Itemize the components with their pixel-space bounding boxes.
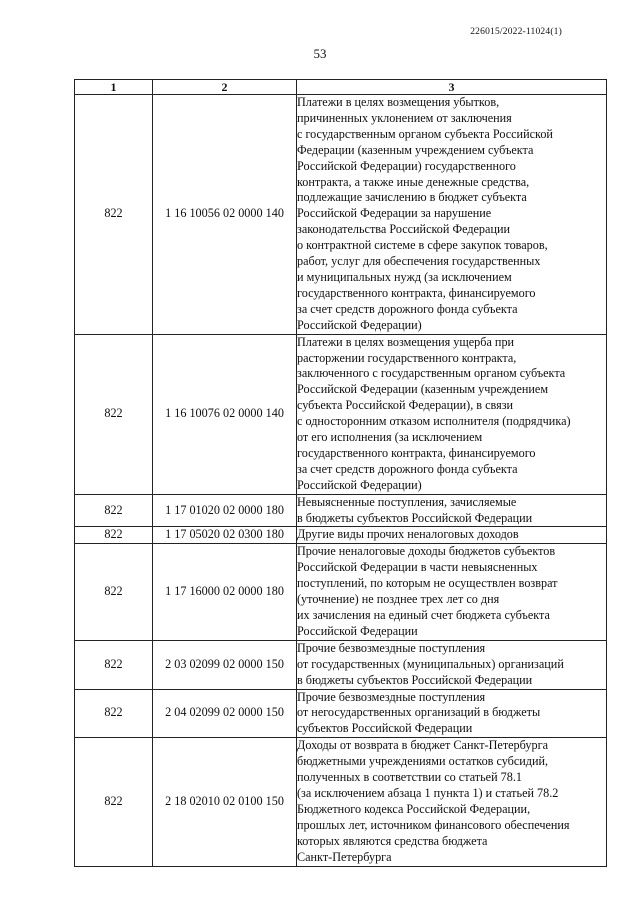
revenue-description-cell bbox=[297, 527, 607, 544]
description-line: от государственных (муниципальных) организаций bbox=[297, 656, 564, 671]
revenue-description-cell bbox=[297, 544, 607, 640]
revenue-codes-table bbox=[74, 79, 607, 867]
description-line: Российской Федерации) bbox=[297, 477, 422, 492]
table-row bbox=[75, 689, 607, 738]
admin-code-cell: 822 bbox=[75, 95, 153, 335]
table-body bbox=[75, 95, 607, 867]
table-row bbox=[75, 334, 607, 494]
description-line: Прочие безвозмездные поступления bbox=[297, 689, 486, 704]
description-line: государственного контракта, финансируемого bbox=[297, 445, 536, 460]
revenue-description-cell bbox=[297, 738, 607, 866]
column-header-1: 1 bbox=[75, 80, 153, 95]
description-line: Российской Федерации) государственного bbox=[297, 158, 516, 173]
description-line: Российской Федерации bbox=[297, 623, 418, 638]
description-line: Невыясненные поступления, зачисляемые bbox=[297, 494, 517, 509]
revenue-description-cell bbox=[297, 494, 607, 527]
description-line: от его исполнения (за исключением bbox=[297, 430, 483, 445]
revenue-description-cell bbox=[297, 334, 607, 494]
description-line: в бюджеты субъектов Российской Федерации bbox=[297, 510, 533, 525]
revenue-code-cell: 1 16 10076 02 0000 140 bbox=[153, 334, 297, 494]
admin-code-cell: 822 bbox=[75, 494, 153, 527]
description-line: Санкт-Петербурга bbox=[297, 849, 392, 864]
admin-code-cell: 822 bbox=[75, 527, 153, 544]
admin-code-cell: 822 bbox=[75, 544, 153, 640]
table-row bbox=[75, 95, 607, 335]
admin-code-cell: 822 bbox=[75, 640, 153, 689]
description-line: и муниципальных нужд (за исключением bbox=[297, 269, 512, 284]
document-id: 226015/2022-11024(1) bbox=[470, 27, 562, 37]
description-line: Федерации (казенным учреждением субъекта bbox=[297, 142, 534, 157]
description-line: поступлений, по которым не осуществлен возврат bbox=[297, 576, 558, 591]
description-line: за счет средств дорожного фонда субъекта bbox=[297, 461, 518, 476]
table-row bbox=[75, 544, 607, 640]
description-line: с государственным органом субъекта Российской bbox=[297, 126, 553, 141]
description-line: Российской Федерации (казенным учреждением bbox=[297, 382, 549, 397]
description-line: бюджетными учреждениями остатков субсидий, bbox=[297, 754, 549, 769]
revenue-description-cell bbox=[297, 95, 607, 335]
table-header-row bbox=[75, 80, 607, 95]
revenue-code-cell: 1 17 05020 02 0300 180 bbox=[153, 527, 297, 544]
description-line: в бюджеты субъектов Российской Федерации bbox=[297, 672, 533, 687]
column-header-2: 2 bbox=[153, 80, 297, 95]
description-line: Доходы от возврата в бюджет Санкт-Петербурга bbox=[297, 738, 548, 753]
admin-code-cell: 822 bbox=[75, 689, 153, 738]
description-line: (за исключением абзаца 1 пункта 1) и статьей 78.2 bbox=[297, 785, 559, 800]
description-line: их зачисления на единый счет бюджета субъекта bbox=[297, 608, 550, 622]
revenue-code-cell: 2 18 02010 02 0100 150 bbox=[153, 738, 297, 866]
description-line: Российской Федерации) bbox=[297, 317, 422, 332]
table-row bbox=[75, 494, 607, 527]
table-row bbox=[75, 738, 607, 866]
description-line: прошлых лет, источником финансового обеспечения bbox=[297, 817, 570, 832]
revenue-code-cell: 2 03 02099 02 0000 150 bbox=[153, 640, 297, 689]
description-line: Прочие неналоговые доходы бюджетов субъектов bbox=[297, 544, 556, 559]
description-line: законодательства Российской Федерации bbox=[297, 222, 511, 237]
revenue-code-cell: 1 17 01020 02 0000 180 bbox=[153, 494, 297, 527]
description-line: от негосударственных организаций в бюджеты bbox=[297, 705, 541, 720]
revenue-code-cell: 2 04 02099 02 0000 150 bbox=[153, 689, 297, 738]
description-line: субъекта Российской Федерации), в связи bbox=[297, 398, 514, 413]
table-row bbox=[75, 640, 607, 689]
description-line: работ, услуг для обеспечения государственных bbox=[297, 254, 541, 269]
description-line: Бюджетного кодекса Российской Федерации, bbox=[297, 801, 531, 816]
column-header-3: 3 bbox=[297, 80, 607, 95]
description-line: субъектов Российской Федерации bbox=[297, 721, 473, 736]
description-line: причиненных уклонением от заключения bbox=[297, 110, 512, 125]
description-line: подлежащие зачислению в бюджет субъекта bbox=[297, 190, 527, 205]
revenue-code-cell: 1 17 16000 02 0000 180 bbox=[153, 544, 297, 640]
revenue-description-cell bbox=[297, 640, 607, 689]
description-line: государственного контракта, финансируемого bbox=[297, 285, 536, 300]
description-line: полученных в соответствии со статьей 78.1 bbox=[297, 770, 522, 785]
revenue-code-cell: 1 16 10056 02 0000 140 bbox=[153, 95, 297, 335]
description-line: Другие виды прочих неналоговых доходов bbox=[297, 527, 519, 542]
description-line: заключенного с государственным органом субъекта bbox=[297, 366, 566, 381]
admin-code-cell: 822 bbox=[75, 334, 153, 494]
description-line: контракта, а также иные денежные средства, bbox=[297, 174, 530, 189]
description-line: Российской Федерации за нарушение bbox=[297, 206, 492, 221]
admin-code-cell: 822 bbox=[75, 738, 153, 866]
description-line: Прочие безвозмездные поступления bbox=[297, 640, 486, 655]
table-row bbox=[75, 527, 607, 544]
description-line: с односторонним отказом исполнителя (подрядчика) bbox=[297, 414, 571, 429]
description-line: расторжении государственного контракта, bbox=[297, 350, 517, 365]
page-number: 53 bbox=[313, 46, 327, 61]
revenue-description-cell bbox=[297, 689, 607, 738]
description-line: Российской Федерации в части невыясненных bbox=[297, 560, 538, 575]
description-line: за счет средств дорожного фонда субъекта bbox=[297, 301, 518, 316]
description-line: Платежи в целях возмещения ущерба при bbox=[297, 334, 515, 349]
description-line: Платежи в целях возмещения убытков, bbox=[297, 95, 500, 109]
description-line: (уточнение) не позднее трех лет со дня bbox=[297, 592, 500, 607]
description-line: о контрактной системе в сфере закупок товаров, bbox=[297, 238, 548, 253]
description-line: которых являются средства бюджета bbox=[297, 833, 488, 848]
